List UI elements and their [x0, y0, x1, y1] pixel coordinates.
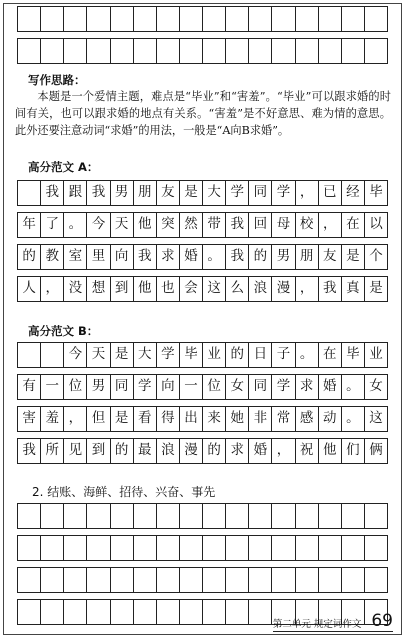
grid-cell	[272, 536, 295, 561]
grid-cell: 到	[87, 439, 110, 464]
grid-cell: 。	[341, 407, 364, 432]
grid-cell: ，	[318, 213, 341, 238]
grid-cell: 同	[249, 375, 272, 400]
grid-cell: 是	[110, 343, 133, 368]
grid-cell	[226, 568, 249, 593]
grid-cell	[18, 181, 41, 206]
grid-cell: 我	[133, 245, 156, 270]
grid-cell: ，	[272, 439, 295, 464]
grid-row	[18, 568, 388, 593]
grid-cell: 室	[64, 245, 87, 270]
grid-cell: 有	[18, 375, 41, 400]
grid-cell	[341, 504, 364, 529]
grid-cell: 向	[110, 245, 133, 270]
grid-cell: 今	[64, 343, 87, 368]
grid-cell: 大	[203, 181, 226, 206]
footer-rule	[273, 631, 393, 632]
grid-cell	[156, 536, 179, 561]
grid-cell: 漫	[179, 439, 202, 464]
grid-cell	[110, 39, 133, 64]
grid-cell	[87, 536, 110, 561]
grid-cell: 漫	[272, 277, 295, 302]
grid-cell: 想	[87, 277, 110, 302]
grid-cell	[64, 504, 87, 529]
grid-cell	[64, 568, 87, 593]
grid-cell	[203, 568, 226, 593]
grid-row	[18, 407, 388, 432]
grid-cell	[341, 39, 364, 64]
grid-cell: 毕	[364, 181, 387, 206]
grid-cell	[203, 39, 226, 64]
grid-cell: 学	[226, 181, 249, 206]
grid-cell: ，	[295, 277, 318, 302]
grid-cell: ，	[64, 407, 87, 432]
grid-cell	[249, 39, 272, 64]
grid-cell: 。	[203, 245, 226, 270]
grid-cell	[272, 39, 295, 64]
grid-cell	[318, 7, 341, 32]
grid-cell: 业	[203, 343, 226, 368]
grid-cell: 见	[64, 439, 87, 464]
grid-cell	[295, 568, 318, 593]
grid-cell: 他	[133, 277, 156, 302]
guidance-text: 本题是一个爱情主题，难点是“毕业”和“害羞”。“毕业”可以跟求婚的时间有关，也可以跟求婚的地点有关系。“害羞”是不好意思、难为情的意思。此外还要注意动词“求婚”的用法，一般是“A向B求婚”。	[15, 90, 391, 137]
grid-cell	[156, 504, 179, 529]
grid-cell	[133, 568, 156, 593]
grid-cell: 我	[18, 439, 41, 464]
grid-cell: 向	[156, 375, 179, 400]
grid-cell	[341, 536, 364, 561]
grid-cell	[318, 504, 341, 529]
grid-cell	[18, 7, 41, 32]
grid-cell: 是	[110, 407, 133, 432]
exercise-item: 2. 结账、海鲜、招待、兴奋、事先	[32, 485, 216, 499]
grid-cell: 真	[341, 277, 364, 302]
grid-cell: 以	[364, 213, 387, 238]
grid-cell: 但	[87, 407, 110, 432]
grid-cell	[110, 568, 133, 593]
grid-cell: 今	[87, 213, 110, 238]
grid-cell: 感	[295, 407, 318, 432]
grid-cell	[133, 504, 156, 529]
grid-cell: 位	[64, 375, 87, 400]
grid-cell: 里	[87, 245, 110, 270]
grid-cell	[156, 7, 179, 32]
top-writing-grid	[17, 6, 388, 64]
grid-cell	[341, 568, 364, 593]
grid-cell: 业	[364, 343, 387, 368]
grid-cell	[18, 39, 41, 64]
grid-cell: 然	[179, 213, 202, 238]
grid-cell	[64, 39, 87, 64]
grid-cell	[87, 504, 110, 529]
grid-cell	[41, 536, 64, 561]
grid-cell: 看	[133, 407, 156, 432]
grid-cell: 婚	[179, 245, 202, 270]
grid-cell: 也	[156, 277, 179, 302]
grid-row	[18, 39, 388, 64]
grid-cell: 的	[226, 343, 249, 368]
grid-cell: 的	[203, 439, 226, 464]
grid-cell: 男	[87, 375, 110, 400]
grid-cell	[249, 536, 272, 561]
grid-cell: 朋	[295, 245, 318, 270]
grid-cell	[179, 7, 202, 32]
grid-cell: 求	[295, 375, 318, 400]
grid-cell: 人	[18, 277, 41, 302]
grid-cell: 毕	[341, 343, 364, 368]
grid-cell: 学	[272, 181, 295, 206]
grid-cell	[179, 568, 202, 593]
grid-cell: 这	[364, 407, 387, 432]
grid-cell: 他	[133, 213, 156, 238]
grid-cell	[272, 7, 295, 32]
grid-cell	[295, 504, 318, 529]
grid-cell	[133, 39, 156, 64]
grid-cell	[110, 600, 133, 625]
grid-cell	[18, 504, 41, 529]
grid-cell	[133, 536, 156, 561]
grid-cell	[249, 7, 272, 32]
grid-cell: 求	[226, 439, 249, 464]
grid-cell	[226, 504, 249, 529]
grid-row	[18, 439, 388, 464]
grid-cell	[110, 536, 133, 561]
exercise-writing-grid	[17, 503, 388, 625]
sample-b-grid	[17, 342, 388, 464]
grid-cell: 浪	[249, 277, 272, 302]
grid-cell	[272, 568, 295, 593]
grid-cell: 。	[341, 375, 364, 400]
grid-row	[18, 213, 388, 238]
grid-cell: 天	[87, 343, 110, 368]
grid-cell: 婚	[249, 439, 272, 464]
grid-cell	[179, 600, 202, 625]
grid-cell	[41, 600, 64, 625]
grid-cell: 女	[226, 375, 249, 400]
grid-cell: 男	[110, 181, 133, 206]
grid-cell	[133, 7, 156, 32]
grid-cell	[341, 7, 364, 32]
grid-cell	[64, 600, 87, 625]
grid-cell: 日	[249, 343, 272, 368]
grid-cell: 的	[18, 245, 41, 270]
grid-cell: 是	[364, 277, 387, 302]
grid-cell: 毕	[179, 343, 202, 368]
grid-cell	[272, 504, 295, 529]
grid-cell: 得	[156, 407, 179, 432]
grid-cell: 跟	[64, 181, 87, 206]
grid-cell	[41, 504, 64, 529]
grid-cell: 到	[110, 277, 133, 302]
grid-cell	[179, 39, 202, 64]
grid-cell: 是	[179, 181, 202, 206]
grid-cell: 在	[318, 343, 341, 368]
grid-cell: 们	[341, 439, 364, 464]
grid-cell: 学	[272, 375, 295, 400]
grid-cell: 浪	[156, 439, 179, 464]
grid-cell	[87, 568, 110, 593]
grid-cell: 她	[226, 407, 249, 432]
grid-cell: 教	[41, 245, 64, 270]
grid-cell: 所	[41, 439, 64, 464]
grid-cell	[87, 7, 110, 32]
grid-cell: 一	[41, 375, 64, 400]
grid-cell	[364, 568, 387, 593]
grid-cell: 已	[318, 181, 341, 206]
grid-cell: 最	[133, 439, 156, 464]
grid-cell: 么	[226, 277, 249, 302]
grid-cell: 了	[41, 213, 64, 238]
grid-row	[18, 343, 388, 368]
page-number: 69	[371, 611, 393, 631]
footer-unit-title: 第二单元 规定词作文	[272, 619, 362, 630]
grid-cell: 子	[272, 343, 295, 368]
grid-cell	[110, 7, 133, 32]
grid-cell: 朋	[133, 181, 156, 206]
grid-cell	[249, 504, 272, 529]
grid-cell	[18, 568, 41, 593]
grid-cell	[87, 600, 110, 625]
grid-cell: 校	[295, 213, 318, 238]
grid-row	[18, 375, 388, 400]
grid-cell	[18, 343, 41, 368]
grid-cell	[18, 536, 41, 561]
grid-row	[18, 536, 388, 561]
grid-cell: 我	[41, 181, 64, 206]
grid-cell: 俩	[364, 439, 387, 464]
grid-cell: 大	[133, 343, 156, 368]
grid-cell	[226, 39, 249, 64]
grid-cell	[364, 39, 387, 64]
grid-cell	[249, 568, 272, 593]
grid-cell: 羞	[41, 407, 64, 432]
grid-cell: 在	[341, 213, 364, 238]
grid-cell: 友	[318, 245, 341, 270]
grid-cell	[318, 536, 341, 561]
grid-cell	[226, 536, 249, 561]
grid-cell: 是	[341, 245, 364, 270]
grid-cell: ，	[295, 181, 318, 206]
grid-cell	[18, 600, 41, 625]
grid-cell: 我	[226, 213, 249, 238]
grid-cell	[318, 39, 341, 64]
grid-cell	[87, 39, 110, 64]
grid-cell	[203, 600, 226, 625]
grid-row	[18, 245, 388, 270]
grid-cell: 。	[295, 343, 318, 368]
grid-cell: 母	[272, 213, 295, 238]
grid-cell: 害	[18, 407, 41, 432]
grid-cell	[41, 7, 64, 32]
grid-cell	[41, 39, 64, 64]
grid-cell: 的	[249, 245, 272, 270]
grid-row	[18, 181, 388, 206]
grid-cell	[203, 536, 226, 561]
grid-cell: 没	[64, 277, 87, 302]
grid-cell	[41, 568, 64, 593]
grid-cell	[179, 536, 202, 561]
grid-row	[18, 7, 388, 32]
sample-a-grid	[17, 180, 388, 302]
grid-cell	[226, 600, 249, 625]
grid-cell	[156, 600, 179, 625]
grid-cell	[133, 600, 156, 625]
grid-cell: 我	[226, 245, 249, 270]
grid-cell	[295, 39, 318, 64]
grid-cell: 。	[64, 213, 87, 238]
grid-cell: 同	[110, 375, 133, 400]
grid-cell: 他	[318, 439, 341, 464]
grid-cell	[203, 7, 226, 32]
grid-cell: 我	[318, 277, 341, 302]
grid-cell	[156, 39, 179, 64]
grid-cell: 回	[249, 213, 272, 238]
grid-cell: 个	[364, 245, 387, 270]
grid-cell: ，	[41, 277, 64, 302]
grid-cell	[156, 568, 179, 593]
grid-cell: 我	[87, 181, 110, 206]
grid-cell: 非	[249, 407, 272, 432]
sample-a-heading: 高分范文 A：	[28, 160, 99, 174]
grid-cell	[41, 343, 64, 368]
grid-cell: 会	[179, 277, 202, 302]
grid-cell	[203, 504, 226, 529]
grid-cell: 经	[341, 181, 364, 206]
grid-cell	[226, 7, 249, 32]
grid-cell: 天	[110, 213, 133, 238]
grid-cell: 年	[18, 213, 41, 238]
grid-cell: 同	[249, 181, 272, 206]
grid-row	[18, 277, 388, 302]
grid-cell	[64, 536, 87, 561]
grid-cell	[110, 504, 133, 529]
grid-cell	[295, 7, 318, 32]
grid-cell	[249, 600, 272, 625]
grid-cell: 的	[110, 439, 133, 464]
grid-cell: 带	[203, 213, 226, 238]
grid-cell: 出	[179, 407, 202, 432]
grid-cell	[364, 504, 387, 529]
guidance-heading: 写作思路：	[28, 73, 86, 87]
guidance-paragraph	[15, 88, 391, 139]
sample-b-heading: 高分范文 B：	[28, 324, 99, 338]
grid-cell: 一	[179, 375, 202, 400]
grid-cell: 这	[203, 277, 226, 302]
grid-cell: 婚	[318, 375, 341, 400]
grid-cell: 动	[318, 407, 341, 432]
grid-cell: 祝	[295, 439, 318, 464]
grid-cell: 友	[156, 181, 179, 206]
grid-cell: 男	[272, 245, 295, 270]
grid-cell: 学	[156, 343, 179, 368]
grid-cell	[318, 568, 341, 593]
grid-cell: 学	[133, 375, 156, 400]
grid-cell: 突	[156, 213, 179, 238]
grid-cell: 求	[156, 245, 179, 270]
grid-cell	[179, 504, 202, 529]
grid-cell: 位	[203, 375, 226, 400]
grid-cell	[64, 7, 87, 32]
grid-cell	[364, 536, 387, 561]
grid-cell: 来	[203, 407, 226, 432]
grid-cell: 常	[272, 407, 295, 432]
grid-cell	[295, 536, 318, 561]
page-footer	[273, 611, 393, 632]
grid-cell	[364, 7, 387, 32]
grid-row	[18, 504, 388, 529]
grid-cell: 女	[364, 375, 387, 400]
